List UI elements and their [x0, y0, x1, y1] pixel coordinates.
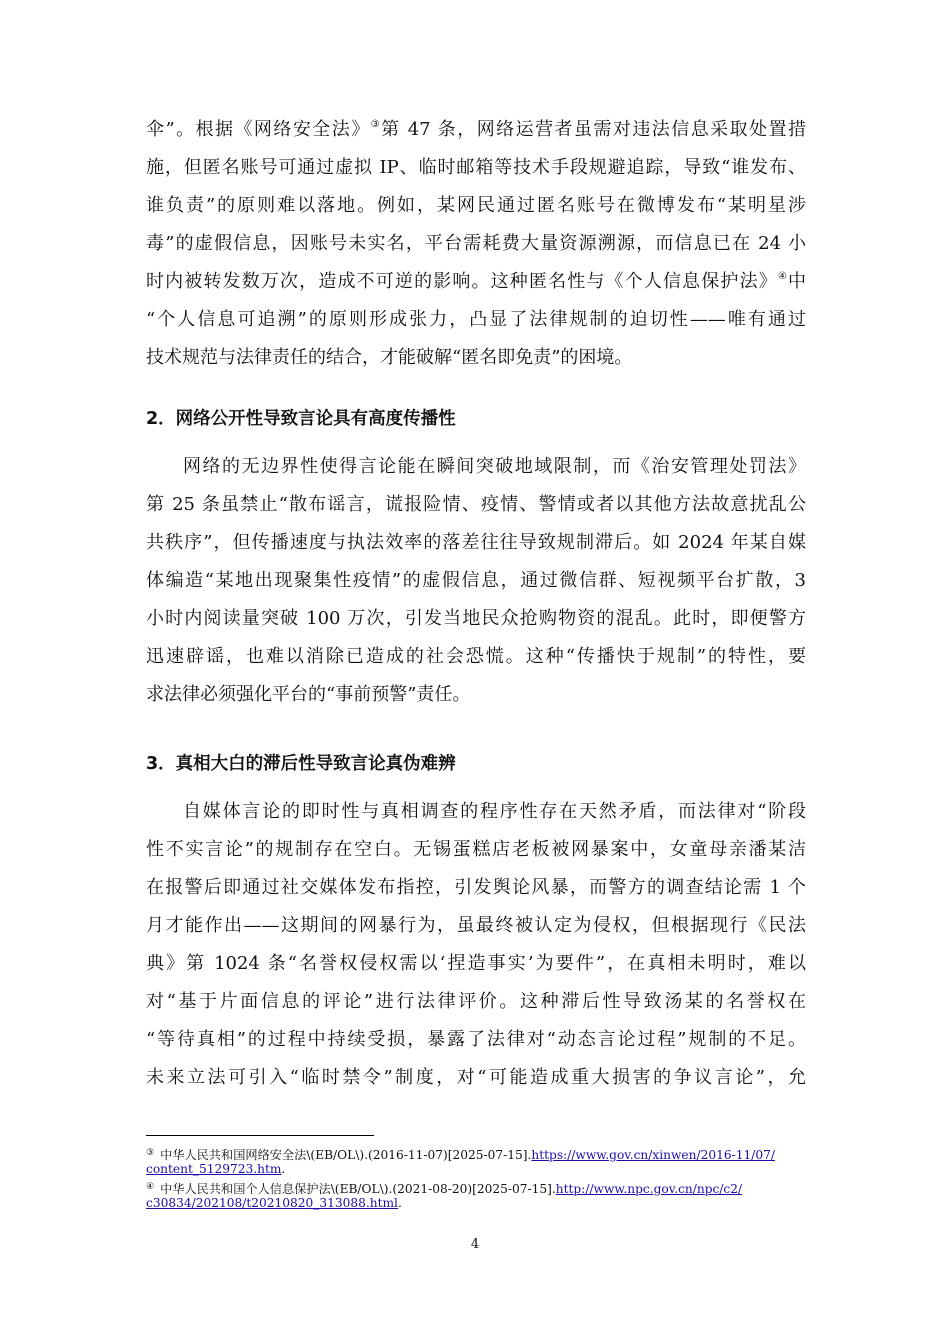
paragraph-line: 在报警后即通过社交媒体发布指控，引发舆论风暴，而警方的调查结论需 1 个	[146, 877, 806, 898]
section-heading: 3．真相大白的滞后性导致言论真伪难辨	[146, 754, 456, 774]
paragraph-line: 求法律必须强化平台的“事前预警”责任。	[146, 684, 471, 705]
paragraph-line: 月才能作出——这期间的网暴行为，虽最终被认定为侵权，但根据现行《民法	[146, 915, 806, 936]
paragraph-line: 体编造“某地出现聚集性疫情”的虚假信息，通过微信群、短视频平台扩散，3	[146, 570, 806, 591]
paragraph-line: 迅速辟谣，也难以消除已造成的社会恐慌。这种“传播快于规制”的特性，要	[146, 646, 806, 667]
paragraph-line: 典》第 1024 条“名誉权侵权需以‘捏造事实’为要件”，在真相未明时，难以	[146, 953, 806, 974]
footnote-link[interactable]: http://www.npc.gov.cn/npc/c2/	[555, 1182, 743, 1196]
paragraph-line: 对“基于片面信息的评论”进行法律评价。这种滞后性导致汤某的名誉权在	[146, 991, 806, 1012]
paragraph-line: 毒”的虚假信息，因账号未实名，平台需耗费大量资源溯源，而信息已在 24 小	[146, 233, 806, 254]
footnote-marker: ③	[146, 1148, 155, 1158]
paragraph-line: 谁负责”的原则难以落地。例如，某网民通过匿名账号在微博发布“某明星涉	[146, 195, 806, 216]
footnote-4: ④ 中华人民共和国个人信息保护法\(EB/OL\).(2021-08-20)[2025-07-15].http://www.npc.gov.cn/npc/c2/	[146, 1182, 743, 1196]
paragraph-line: 时内被转发数万次，造成不可逆的影响。这种匿名性与《个人信息保护法》④中	[146, 271, 807, 292]
section-heading: 2．网络公开性导致言论具有高度传播性	[146, 409, 456, 429]
page-number: 4	[470, 1237, 480, 1252]
paragraph-line: 未来立法可引入“临时禁令”制度，对“可能造成重大损害的争议言论”，允	[146, 1067, 806, 1088]
paragraph-line: 性不实言论”的规制存在空白。无锡蛋糕店老板被网暴案中，女童母亲潘某洁	[146, 839, 806, 860]
paragraph-line: 自媒体言论的即时性与真相调查的程序性存在天然矛盾，而法律对“阶段	[183, 801, 806, 822]
footnote-separator	[146, 1135, 374, 1136]
footnote-link[interactable]: c30834/202108/t20210820_313088.html	[146, 1196, 398, 1210]
paragraph-line: 小时内阅读量突破 100 万次，引发当地民众抢购物资的混乱。此时，即便警方	[146, 608, 806, 629]
footnote-3: ③ 中华人民共和国网络安全法\(EB/OL\).(2016-11-07)[2025-07-15].https://www.gov.cn/xinwen/2016-11/07/	[146, 1148, 775, 1162]
paragraph-line: 网络的无边界性使得言论能在瞬间突破地域限制，而《治安管理处罚法》	[183, 456, 806, 477]
paragraph-line: 第 25 条虽禁止“散布谣言，谎报险情、疫情、警情或者以其他方法故意扰乱公	[146, 494, 806, 515]
paragraph-line: 共秩序”，但传播速度与执法效率的落差往往导致规制滞后。如 2024 年某自媒	[146, 532, 806, 553]
paragraph-line: “个人信息可追溯”的原则形成张力，凸显了法律规制的迫切性——唯有通过	[146, 309, 806, 330]
footnote-ref-3[interactable]: ③	[370, 119, 382, 130]
footnote-marker: ④	[146, 1182, 155, 1192]
footnote-ref-4[interactable]: ④	[777, 271, 789, 282]
paragraph-line: 技术规范与法律责任的结合，才能破解“匿名即免责”的困境。	[146, 347, 633, 368]
footnote-link[interactable]: content_5129723.htm	[146, 1162, 282, 1176]
paragraph-line: 伞”。根据《网络安全法》③第 47 条，网络运营者虽需对违法信息采取处置措	[146, 119, 806, 140]
paragraph-line: 施，但匿名账号可通过虚拟 IP、临时邮箱等技术手段规避追踪，导致“谁发布、	[146, 157, 806, 178]
footnote-4-cont: c30834/202108/t20210820_313088.html.	[146, 1196, 402, 1210]
footnote-link[interactable]: https://www.gov.cn/xinwen/2016-11/07/	[531, 1148, 775, 1162]
paragraph-line: “等待真相”的过程中持续受损，暴露了法律对“动态言论过程”规制的不足。	[146, 1029, 806, 1050]
footnote-3-cont: content_5129723.htm.	[146, 1162, 286, 1176]
